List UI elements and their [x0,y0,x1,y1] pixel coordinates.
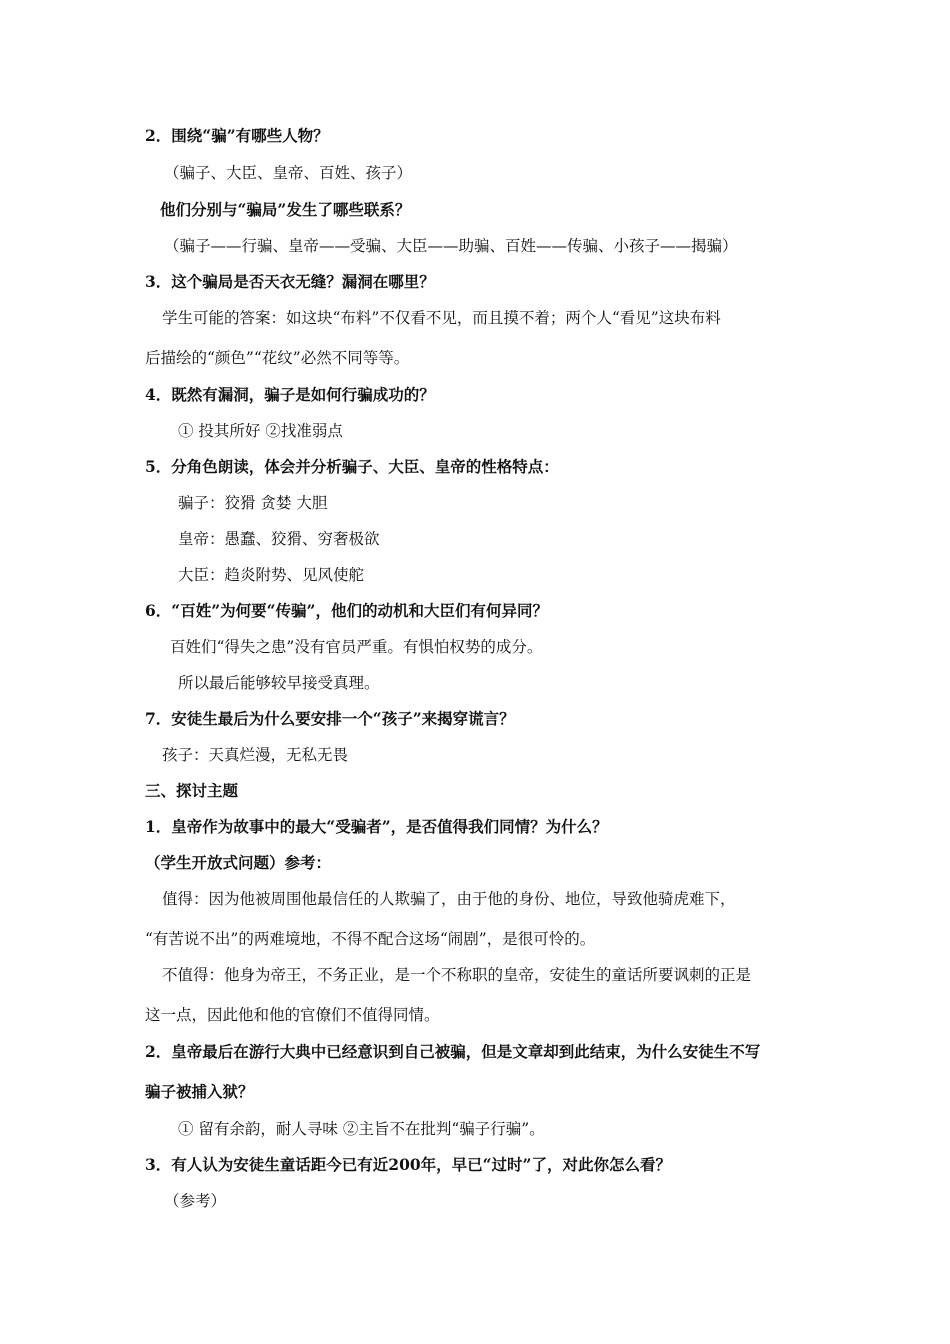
answer-line: 皇帝：愚蠢、狡猾、穷奢极欲 [178,530,380,548]
question-7: 7．安徒生最后为什么要安排一个“孩子”来揭穿谎言？ [145,709,515,728]
answer-line: 不值得：他身为帝王，不务正业，是一个不称职的皇帝，安徒生的童话所要讽刺的正是 [162,966,752,984]
answer-line: （骗子、大臣、皇帝、百姓、孩子） [164,164,413,182]
question-2-sub: 他们分别与“骗局”发生了哪些联系？ [160,200,411,219]
answer-line: 后描绘的“颜色”“花纹”必然不同等等。 [145,349,410,367]
theme-question-2: 2．皇帝最后在游行大典中已经意识到自己被骗，但是文章却到此结束，为什么安徒生不写 [145,1042,761,1061]
question-5: 5．分角色朗读，体会并分析骗子、大臣、皇帝的性格特点： [145,457,559,476]
question-3: 3．这个骗局是否天衣无缝？漏洞在哪里？ [145,272,435,291]
question-4: 4．既然有漏洞，骗子是如何行骗成功的？ [145,385,435,404]
reference-label: （学生开放式问题）参考： [145,853,332,872]
theme-question-2-cont: 骗子被捕入狱？ [145,1082,254,1101]
theme-question-1: 1．皇帝作为故事中的最大“受骗者”，是否值得我们同情？为什么？ [145,817,608,836]
question-6: 6．“百姓”为何要“传骗”，他们的动机和大臣们有何异同？ [145,601,548,620]
answer-line: 这一点，因此他和他的官僚们不值得同情。 [145,1006,440,1024]
answer-line: 学生可能的答案：如这块“布料”不仅看不见，而且摸不着；两个人“看见”这块布料 [162,309,721,327]
answer-line: 孩子：天真烂漫，无私无畏 [162,746,349,764]
answer-line: 值得：因为他被周围他最信任的人欺骗了，由于他的身份、地位，导致他骑虎难下， [162,890,736,908]
answer-line: 百姓们“得失之患”没有官员严重。有惧怕权势的成分。 [170,638,543,656]
section-heading: 三、探讨主题 [145,781,239,800]
answer-line: ① 投其所好 ②找准弱点 [178,422,343,440]
answer-line: 大臣：趋炎附势、见风使舵 [178,566,365,584]
question-2: 2．围绕“骗”有哪些人物？ [145,126,329,145]
answer-line: ① 留有余韵，耐人寻味 ②主旨不在批判“骗子行骗”。 [178,1120,545,1138]
answer-line: （骗子——行骗、皇帝——受骗、大臣——助骗、百姓——传骗、小孩子——揭骗） [164,237,738,255]
theme-question-3: 3．有人认为安徒生童话距今已有近200年，早已“过时”了，对此你怎么看？ [145,1155,671,1174]
answer-line: （参考） [164,1192,227,1210]
answer-line: “有苦说不出”的两难境地，不得不配合这场“闹剧”，是很可怜的。 [145,930,596,948]
answer-line: 所以最后能够较早接受真理。 [178,674,380,692]
answer-line: 骗子：狡猾 贪婪 大胆 [178,494,328,512]
